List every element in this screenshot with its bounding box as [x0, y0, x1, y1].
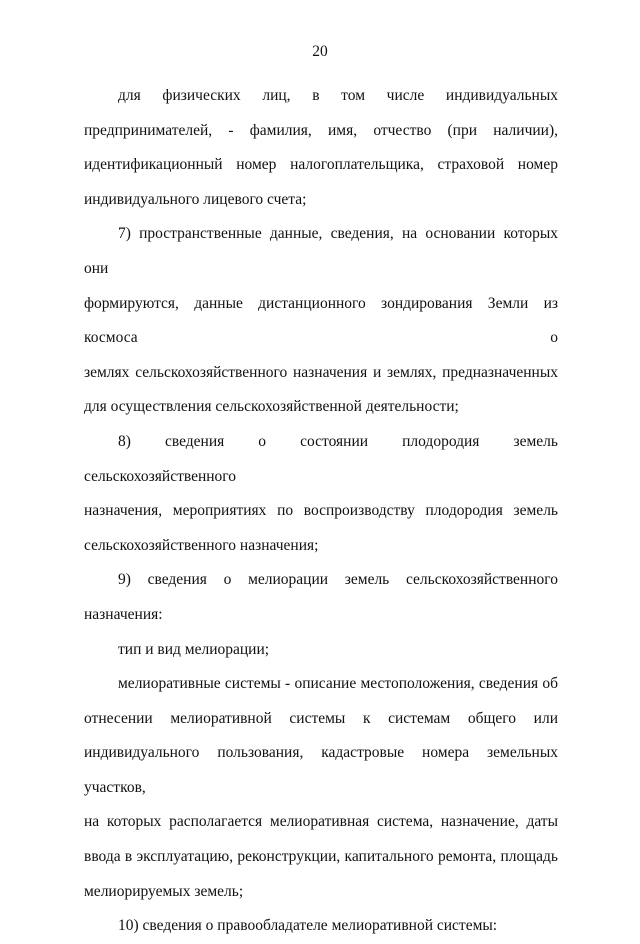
document-body: [84, 79, 558, 944]
paragraph-line: тип и вид мелиорации;: [118, 640, 270, 658]
paragraph-line: для осуществления сельскохозяйственной деятельности;: [84, 398, 459, 416]
paragraph-line: 9) сведения о мелиорации земель сельскохозяйственного: [118, 571, 558, 589]
paragraph-line: мелиоративные системы - описание местоположения, сведения об: [118, 675, 558, 693]
paragraph-line: мелиорируемых земель;: [84, 882, 244, 900]
paragraph-line: землях сельскохозяйственного назначения и землях, предназначенных: [84, 363, 558, 381]
paragraph-line: идентификационный номер налогоплательщика, страховой номер: [84, 156, 558, 174]
paragraph-line: 7) пространственные данные, сведения, на основании которых они: [84, 225, 558, 277]
paragraph-line: назначения:: [84, 605, 163, 623]
paragraph-line: 10) сведения о правообладателе мелиоративной системы:: [118, 917, 498, 935]
paragraph-line: индивидуального пользования, кадастровые номера земельных участков,: [84, 744, 558, 796]
paragraph-line: назначения, мероприятиях по воспроизводству плодородия земель: [84, 502, 558, 520]
page-number: 20: [312, 43, 328, 60]
paragraph-line: предпринимателей, - фамилия, имя, отчество (при наличии),: [84, 121, 558, 139]
paragraph-line: ввода в эксплуатацию, реконструкции, капитального ремонта, площадь: [84, 848, 558, 866]
paragraph-line: отнесении мелиоративной системы к системам общего или: [84, 709, 558, 727]
paragraph-line: 8) сведения о состоянии плодородия земель сельскохозяйственного: [84, 432, 558, 485]
paragraph-line: сельскохозяйственного назначения;: [84, 536, 319, 554]
paragraph-line: индивидуального лицевого счета;: [84, 190, 307, 208]
paragraph-line: формируются, данные дистанционного зондирования Земли из космоса о: [84, 294, 558, 347]
paragraph-line: на которых располагается мелиоративная система, назначение, даты: [84, 813, 558, 831]
paragraph-line: для физических лиц, в том числе индивидуальных: [118, 87, 558, 104]
